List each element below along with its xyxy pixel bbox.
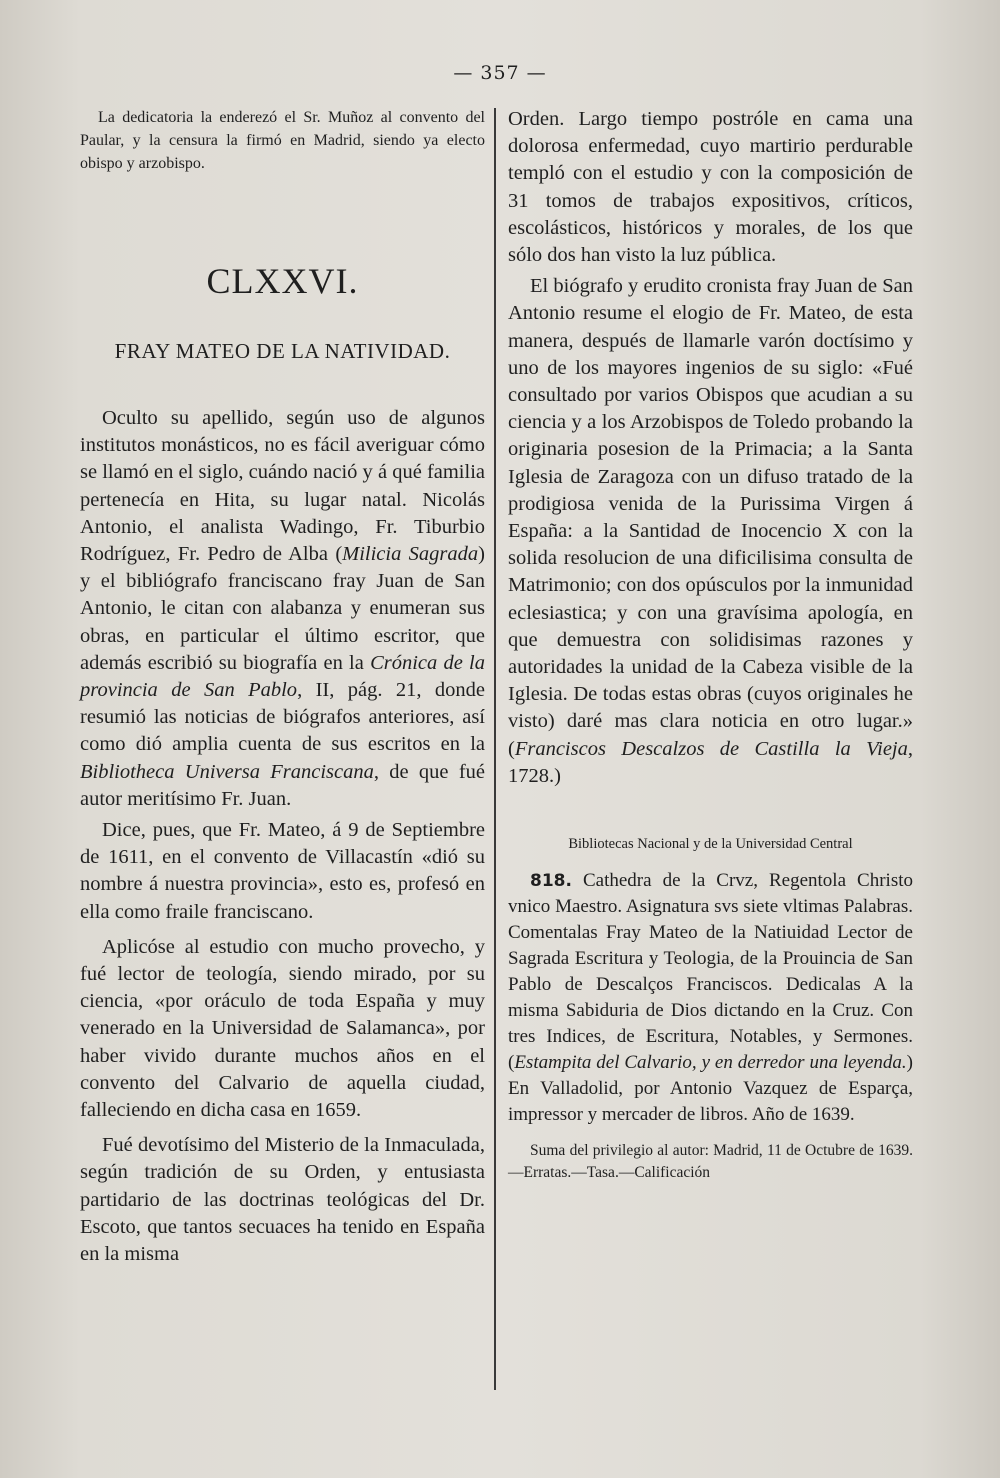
intro-note: La dedicatoria la enderezó el Sr. Muñoz al convento del Paular, y la censura la firmó en Madrid, siendo ya electo obispo y arzobispo. bbox=[80, 109, 485, 172]
italic-title: Bibliotheca Universa Franciscana bbox=[80, 760, 374, 783]
text-run: ) y el bibliógrafo franciscano fray Juan de San Antonio, le citan con alabanza y enumeran sus obras, en particular el último escritor, que además escribió su biografía en la bbox=[80, 543, 485, 674]
library-heading: Bibliotecas Nacional y de la Universidad Central bbox=[568, 836, 853, 853]
section-number: CLXXVI. bbox=[206, 261, 359, 301]
paragraph-eulogy bbox=[508, 273, 913, 790]
italic-title: Milicia Sagrada bbox=[342, 543, 479, 566]
text-run: Oculto su apellido, según uso de algunos institutos monásticos, no es fácil averiguar cómo se llamó en el siglo, cuándo nació y á qué familia pertenecía en Hita, su lugar natal. Nicolás Antonio, el analista Wadingo, Fr. Tiburbio Rodríguez, Fr. Pedro de Alba ( bbox=[80, 407, 485, 566]
text-run: , de que fué autor meritísimo Fr. Juan. bbox=[80, 760, 486, 810]
text-run: , 1728.) bbox=[508, 737, 913, 787]
text-run: Cathedra de la Crvz, Regentola Christo vnico Maestro. Asignatura svs siete vltimas Palabras. Comentalas Fray Mateo de la Natiuidad Lector de Sagrada Escritura y Teologia, de la Prouincia de San Pablo de Descalços Franciscos. Dedicalas A la misma Sabiduria de Dios dictando en la Cruz. Con tres Indices, de Escritura, Notables, y Sermones. ( bbox=[508, 870, 913, 1074]
page-number: — 357 — bbox=[453, 62, 547, 84]
privilege-note: Suma del privilegio al autor: Madrid, 11 de Octubre de 1639.—Erratas.—Tasa.—Calificación bbox=[508, 1142, 913, 1182]
italic-title: Franciscos Descalzos de Castilla la Vieja bbox=[514, 737, 908, 760]
paragraph-profession: Dice, pues, que Fr. Mateo, á 9 de Septiembre de 1611, en el convento de Villacastín «dió su nombre á nuestra provincia», esto es, profesó en ella como fraile franciscano. bbox=[80, 819, 485, 923]
right-column bbox=[508, 106, 913, 1184]
paragraph-devotion: Fué devotísimo del Misterio de la Inmaculada, según tradición de su Orden, y entusiasta partidario de las doctrinas teológicas del Dr. Escoto, que tantos secuaces ha tenido en España en la misma bbox=[80, 1134, 485, 1266]
column-divider bbox=[494, 108, 496, 1390]
left-column bbox=[80, 106, 485, 1268]
paragraph-illness: Orden. Largo tiempo postróle en cama una dolorosa enfermedad, cuyo martirio perdurable templó con el estudio y con la composición de 31 tomos de trabajos expositivos, críticos, escolásticos, históricos y morales, de los que sólo dos han visto la luz pública. bbox=[508, 108, 913, 267]
bibliographic-entry bbox=[508, 868, 913, 1128]
text-run: El biógrafo y erudito cronista fray Juan de San Antonio resume el elogio de Fr. Mateo, de esta manera, después de llamarle varón doctísimo y uno de los mayores ingenios de su siglo: «Fué consultado por varios Obispos que acudian a su ciencia y a los Arzobispos de Toledo probando la originaria posesion de la Primacia; a la Santa Iglesia de Zaragoza con un difuso tratado de la prodigiosa venida de la Purissima Virgen á España: a la Santidad de Inocencio X con la solida resolucion de una dificilisima consulta de Matrimonio; con dos opúsculos por la inmunidad eclesiastica; y con una gravísima apología, en que demuestra con solidisimas razones y autoridades la unidad de la Cabeza visible de la Iglesia. De todas estas obras (cuyos originales he visto) daré mas clara noticia en otro lugar.» ( bbox=[508, 275, 913, 760]
entry-number: 818. bbox=[530, 871, 572, 892]
text-run: , II, pág. 21, donde resumió las noticias de biógrafos anteriores, así como dió amplia cuenta de sus escritos en la bbox=[80, 679, 485, 756]
paragraph-biography bbox=[80, 405, 485, 813]
section-title: FRAY MATEO DE LA NATIVIDAD. bbox=[114, 339, 451, 363]
text-run: ) En Valladolid, por Antonio Vazquez de Esparça, impressor y mercader de libros. Año de 1639. bbox=[508, 1052, 913, 1126]
italic-title: Crónica de la provincia de San Pablo bbox=[80, 651, 485, 702]
paragraph-studies: Aplicóse al estudio con mucho provecho, y fué lector de teología, siendo mirado, por su ciencia, «por oráculo de toda España y muy venerado en la Universidad de Salamanca», por haber vivido durante muchos años en el convento del Calvario de aquella ciudad, falleciendo en dicha casa en 1659. bbox=[80, 935, 485, 1122]
italic-note: Estampita del Calvario, y en derredor una leyenda. bbox=[514, 1052, 907, 1074]
